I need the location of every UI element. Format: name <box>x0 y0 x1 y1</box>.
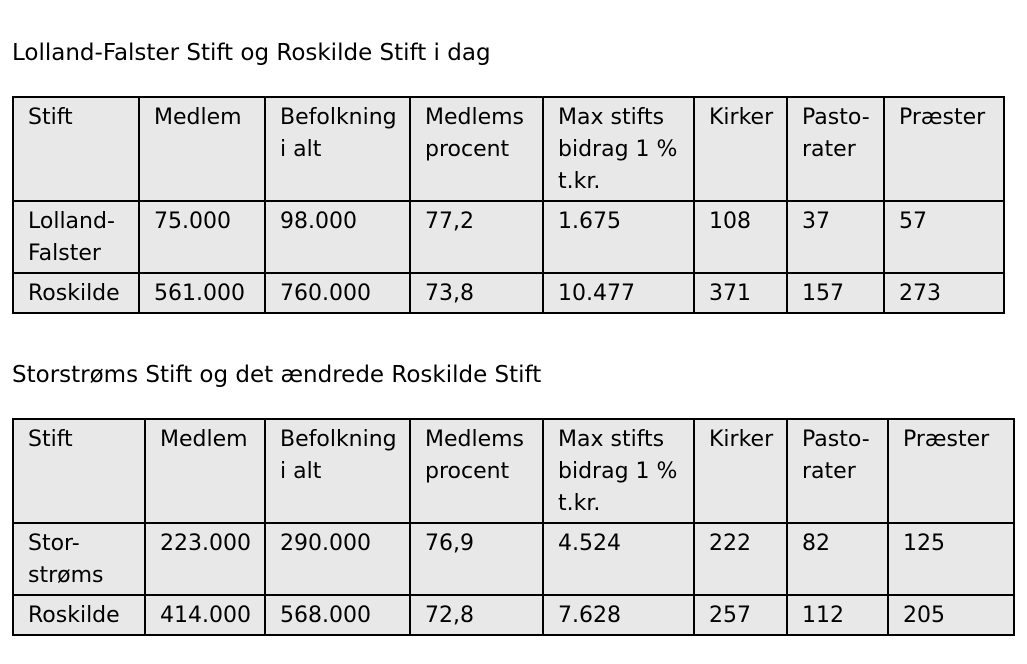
header-cell <box>888 419 1014 523</box>
cell-text-line: 205 <box>903 603 945 628</box>
cell-text-line: Falster <box>28 241 101 266</box>
table-row <box>13 523 1014 595</box>
cell-text-line: t.kr. <box>558 169 601 194</box>
cell-text-line: procent <box>425 459 510 484</box>
cell-text-line: Max stifts <box>558 105 665 130</box>
cell-text-line: i alt <box>280 459 322 484</box>
table-cell <box>265 523 410 595</box>
cell-text-line: Stift <box>28 105 73 130</box>
table-lolland-roskilde <box>12 96 1005 314</box>
table-row <box>13 201 1004 273</box>
cell-text-line: 568.000 <box>280 603 371 628</box>
cell-text-line: Roskilde <box>28 603 120 628</box>
table-cell <box>265 201 410 273</box>
table-cell <box>543 523 694 595</box>
header-cell <box>410 97 543 201</box>
cell-text-line: 7.628 <box>558 603 621 628</box>
table-cell <box>787 595 888 635</box>
table-cell <box>410 201 543 273</box>
table-cell <box>139 273 265 313</box>
table-cell <box>694 273 787 313</box>
section1-title: Lolland-Falster Stift og Roskilde Stift i dag <box>12 40 491 66</box>
table-cell <box>410 595 543 635</box>
cell-text-line: 157 <box>802 281 844 306</box>
cell-text-line: rater <box>802 459 856 484</box>
table-cell <box>888 595 1014 635</box>
table-cell <box>884 273 1004 313</box>
cell-text-line: Max stifts <box>558 427 665 452</box>
cell-text-line: 1.675 <box>558 209 621 234</box>
header-cell <box>543 97 694 201</box>
cell-text-line: Medlem <box>154 105 242 130</box>
cell-text-line: 371 <box>709 281 751 306</box>
cell-text-line: 222 <box>709 531 751 556</box>
cell-text-line: 82 <box>802 531 830 556</box>
cell-text-line: 4.524 <box>558 531 621 556</box>
table-cell <box>787 201 884 273</box>
table-cell <box>13 523 145 595</box>
cell-text-line: strøms <box>28 563 104 588</box>
header-cell <box>787 97 884 201</box>
header-cell <box>543 419 694 523</box>
header-cell <box>265 419 410 523</box>
cell-text-line: procent <box>425 137 510 162</box>
cell-text-line: 77,2 <box>425 209 474 234</box>
table-header-row <box>13 97 1004 201</box>
cell-text-line: 76,9 <box>425 531 474 556</box>
cell-text-line: 72,8 <box>425 603 474 628</box>
cell-text-line: 73,8 <box>425 281 474 306</box>
header-cell <box>694 419 787 523</box>
cell-text-line: t.kr. <box>558 491 601 516</box>
table-cell <box>139 201 265 273</box>
table-row <box>13 595 1014 635</box>
table-cell <box>694 201 787 273</box>
table-row <box>13 273 1004 313</box>
cell-text-line: 112 <box>802 603 844 628</box>
table-cell <box>13 201 139 273</box>
table-cell <box>13 595 145 635</box>
table-storstroms-roskilde <box>12 418 1015 636</box>
table-cell <box>787 523 888 595</box>
cell-text-line: 98.000 <box>280 209 357 234</box>
header-cell <box>265 97 410 201</box>
cell-text-line: Medlems <box>425 427 525 452</box>
cell-text-line: Kirker <box>709 105 774 130</box>
table-cell <box>888 523 1014 595</box>
table-cell <box>265 595 410 635</box>
table-cell <box>787 273 884 313</box>
header-cell <box>884 97 1004 201</box>
cell-text-line: Befolkning <box>280 427 397 452</box>
cell-text-line: 273 <box>899 281 941 306</box>
table-cell <box>145 595 265 635</box>
table-cell <box>145 523 265 595</box>
table-cell <box>884 201 1004 273</box>
table-cell <box>694 595 787 635</box>
cell-text-line: rater <box>802 137 856 162</box>
header-cell <box>145 419 265 523</box>
cell-text-line: Stift <box>28 427 73 452</box>
header-cell <box>13 419 145 523</box>
header-cell <box>13 97 139 201</box>
header-cell <box>139 97 265 201</box>
cell-text-line: 561.000 <box>154 281 245 306</box>
cell-text-line: 414.000 <box>160 603 251 628</box>
cell-text-line: Befolkning <box>280 105 397 130</box>
cell-text-line: Roskilde <box>28 281 120 306</box>
cell-text-line: i alt <box>280 137 322 162</box>
cell-text-line: Medlem <box>160 427 248 452</box>
cell-text-line: Præster <box>899 105 986 130</box>
header-cell <box>694 97 787 201</box>
cell-text-line: Pasto- <box>802 427 870 452</box>
header-cell <box>787 419 888 523</box>
header-cell <box>410 419 543 523</box>
table-cell <box>694 523 787 595</box>
table-cell <box>13 273 139 313</box>
cell-text-line: 223.000 <box>160 531 251 556</box>
cell-text-line: 10.477 <box>558 281 635 306</box>
cell-text-line: 75.000 <box>154 209 231 234</box>
cell-text-line: Medlems <box>425 105 525 130</box>
cell-text-line: 257 <box>709 603 751 628</box>
cell-text-line: 760.000 <box>280 281 371 306</box>
cell-text-line: 290.000 <box>280 531 371 556</box>
cell-text-line: 37 <box>802 209 830 234</box>
cell-text-line: Præster <box>903 427 990 452</box>
cell-text-line: 108 <box>709 209 751 234</box>
cell-text-line: Kirker <box>709 427 774 452</box>
cell-text-line: 125 <box>903 531 945 556</box>
table-cell <box>265 273 410 313</box>
table-cell <box>543 595 694 635</box>
cell-text-line: bidrag 1 % <box>558 137 678 162</box>
cell-text-line: Stor- <box>28 531 80 556</box>
cell-text-line: Pasto- <box>802 105 870 130</box>
cell-text-line: 57 <box>899 209 927 234</box>
table-cell <box>410 273 543 313</box>
table-header-row <box>13 419 1014 523</box>
table-cell <box>543 273 694 313</box>
cell-text-line: Lolland- <box>28 209 115 234</box>
table-cell <box>543 201 694 273</box>
table-cell <box>410 523 543 595</box>
section2-title: Storstrøms Stift og det ændrede Roskilde Stift <box>12 362 542 388</box>
cell-text-line: bidrag 1 % <box>558 459 678 484</box>
